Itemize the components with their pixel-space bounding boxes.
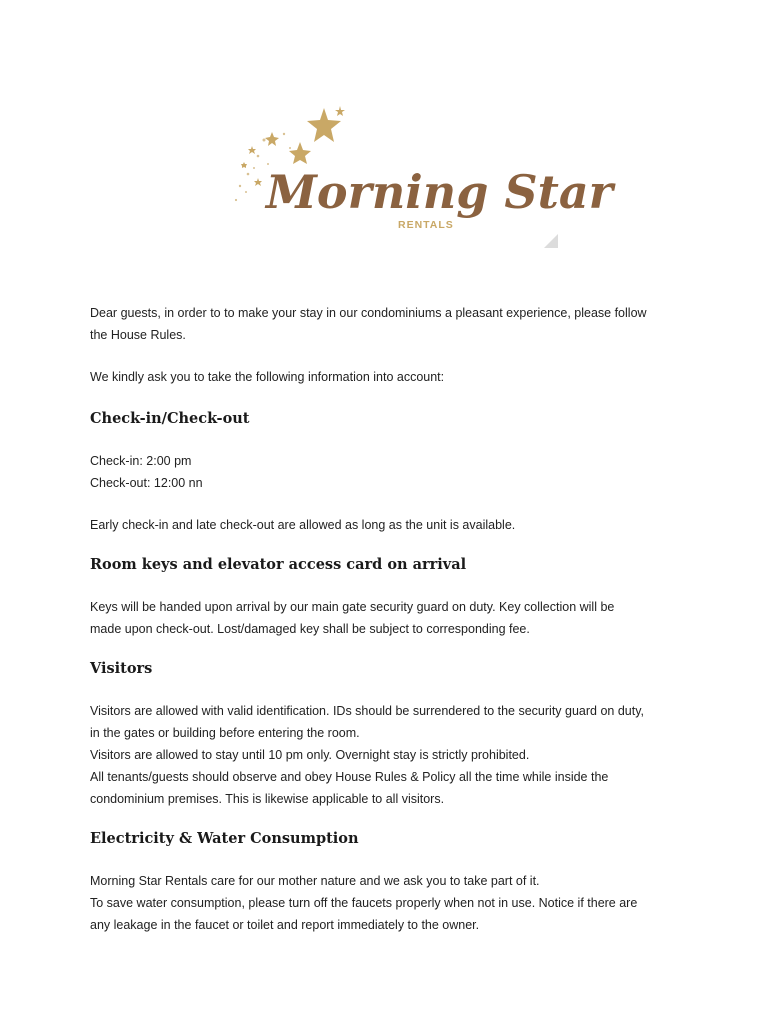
intro-line-2: the House Rules. (90, 328, 186, 342)
page-corner-fold-icon (544, 234, 558, 248)
visitors-line-3: Visitors are allowed to stay until 10 pm only. Overnight stay is strictly prohibited. (90, 748, 530, 762)
visitors-line-1: Visitors are allowed with valid identification. IDs should be surrendered to the security guard on duty, (90, 704, 645, 718)
section-title-checkin: Check-in/Check-out (90, 410, 250, 427)
morning-star-rentals-logo (228, 104, 613, 244)
house-rules-document (90, 302, 690, 936)
checkin-time: Check-in: 2:00 pm (90, 454, 192, 468)
electricity-line-1: Morning Star Rentals care for our mother nature and we ask you to take part of it. (90, 874, 540, 888)
checkin-note: Early check-in and late check-out are allowed as long as the unit is available. (90, 518, 516, 532)
section-title-keys: Room keys and elevator access card on arrival (90, 556, 467, 573)
intro-line-1: Dear guests, in order to to make your stay in our condominiums a pleasant experience, please follow (90, 306, 647, 320)
logo-brand-text: Morning Star (266, 165, 613, 219)
section-title-electricity: Electricity & Water Consumption (90, 830, 359, 847)
section-title-visitors: Visitors (90, 660, 153, 677)
logo-graphic (228, 104, 613, 244)
keys-line-2: made upon check-out. Lost/damaged key shall be subject to corresponding fee. (90, 622, 530, 636)
visitors-line-2: in the gates or building before entering the room. (90, 726, 360, 740)
electricity-line-3: any leakage in the faucet or toilet and report immediately to the owner. (90, 918, 480, 932)
visitors-line-4: All tenants/guests should observe and obey House Rules & Policy all the time while inside the (90, 770, 609, 784)
checkout-time: Check-out: 12:00 nn (90, 476, 203, 490)
logo-sub-text: RENTALS (398, 219, 454, 231)
visitors-line-5: condominium premises. This is likewise applicable to all visitors. (90, 792, 445, 806)
electricity-line-2: To save water consumption, please turn off the faucets properly when not in use. Notice if there are (90, 896, 638, 910)
keys-line-1: Keys will be handed upon arrival by our main gate security guard on duty. Key collection will be (90, 600, 615, 614)
intro-ask: We kindly ask you to take the following information into account: (90, 370, 445, 384)
